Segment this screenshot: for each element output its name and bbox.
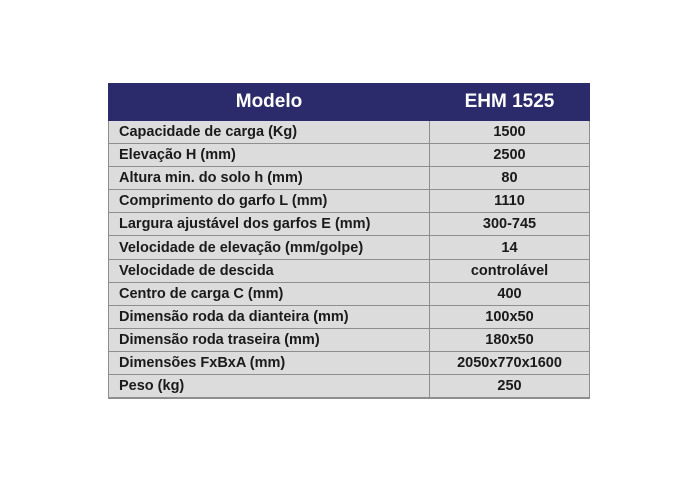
row-label: Centro de carga C (mm) [109,282,430,305]
table-row [109,236,590,259]
table-row [109,213,590,236]
table-row [109,167,590,190]
row-value: controlável [430,259,590,282]
row-value: 300-745 [430,213,590,236]
row-label: Dimensão roda traseira (mm) [109,328,430,351]
table-row [109,259,590,282]
table-row [109,328,590,351]
table-row [109,305,590,328]
row-label: Peso (kg) [109,375,430,399]
row-label: Altura min. do solo h (mm) [109,167,430,190]
row-value: 400 [430,282,590,305]
table-header-row [109,84,590,121]
row-value: 100x50 [430,305,590,328]
row-label: Comprimento do garfo L (mm) [109,190,430,213]
header-model-value: EHM 1525 [430,84,590,121]
row-value: 180x50 [430,328,590,351]
row-label: Capacidade de carga (Kg) [109,121,430,144]
table-row [109,351,590,374]
table-row [109,190,590,213]
row-label: Velocidade de elevação (mm/golpe) [109,236,430,259]
table-row [109,121,590,144]
spec-table [108,83,590,399]
table-row [109,144,590,167]
table-row [109,375,590,399]
row-value: 14 [430,236,590,259]
row-label: Largura ajustável dos garfos E (mm) [109,213,430,236]
row-value: 250 [430,375,590,399]
row-label: Dimensões FxBxA (mm) [109,351,430,374]
row-value: 1500 [430,121,590,144]
row-value: 2050x770x1600 [430,351,590,374]
row-label: Elevação H (mm) [109,144,430,167]
row-label: Velocidade de descida [109,259,430,282]
row-value: 1110 [430,190,590,213]
row-label: Dimensão roda da dianteira (mm) [109,305,430,328]
row-value: 2500 [430,144,590,167]
header-model-label: Modelo [109,84,430,121]
row-value: 80 [430,167,590,190]
table-row [109,282,590,305]
